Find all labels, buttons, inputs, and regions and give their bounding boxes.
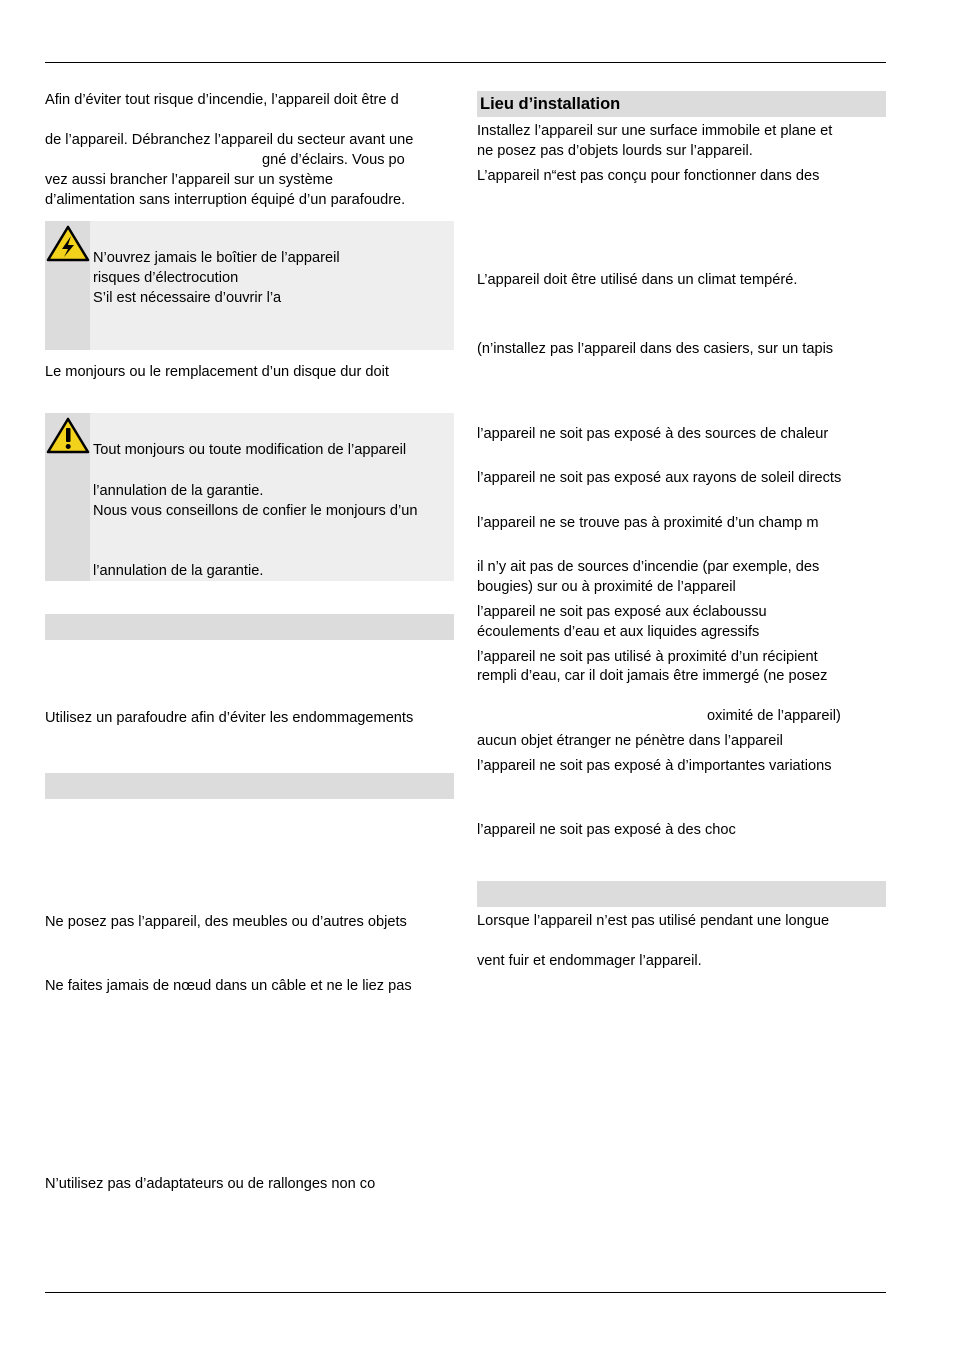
list-item: l’appareil ne soit pas utilisé à proximité d’un récipient [477,649,818,665]
list-item: il n’y ait pas de sources d’incendie (par exemple, des [477,559,820,575]
paragraph-line: de l’appareil. Débranchez l’appareil du secteur avant une [45,132,414,148]
paragraph-line: Ne posez pas l’appareil, des meubles ou d’autres objets [45,914,407,930]
paragraph-line: L’appareil doit être utilisé dans un climat tempéré. [477,272,798,288]
list-item: l’appareil ne soit pas exposé aux éclaboussu [477,604,767,620]
section-heading-bar [45,773,454,799]
top-rule [45,62,886,63]
paragraph-line: gné d’éclairs. Vous po [262,152,405,168]
paragraph-line: Lorsque l’appareil n’est pas utilisé pendant une longue [477,913,830,929]
section-heading-bar [45,614,454,640]
list-item: écoulements d’eau et aux liquides agressifs [477,624,760,640]
warning-text-line: Nous vous conseillons de confier le monjours d’un [93,503,418,519]
paragraph-line: d’alimentation sans interruption équipé d’un parafoudre. [45,192,406,208]
caution-warning-icon [46,417,90,455]
warning-text-line: S’il est nécessaire d’ouvrir l’a [93,290,282,306]
paragraph-line: Le monjours ou le remplacement d’un disque dur doit [45,364,389,380]
paragraph-line: vez aussi brancher l’appareil sur un système [45,172,333,188]
list-item: l’appareil ne soit pas exposé à des sources de chaleur [477,426,829,442]
list-item: aucun objet étranger ne pénètre dans l’appareil [477,733,783,749]
paragraph-line: Installez l’appareil sur une surface immobile et plane et [477,123,833,139]
section-heading-bar [477,881,886,907]
warning-text-line: risques d’électrocution [93,270,239,286]
list-item: l’appareil ne soit pas exposé à des choc [477,822,736,838]
bottom-rule [45,1292,886,1293]
paragraph-line: Utilisez un parafoudre afin d’éviter les endommagements [45,710,414,726]
list-item: rempli d’eau, car il doit jamais être immergé (ne posez [477,668,828,684]
paragraph-line: N’utilisez pas d’adaptateurs ou de rallonges non co [45,1176,376,1192]
list-item: l’appareil ne soit pas exposé à d’importantes variations [477,758,832,774]
warning-sidebar [45,221,90,350]
list-item: l’appareil ne soit pas exposé aux rayons de soleil directs [477,470,842,486]
paragraph-line: Afin d’éviter tout risque d’incendie, l’appareil doit être d [45,92,399,108]
warning-sidebar [45,413,90,581]
paragraph-line: vent fuir et endommager l’appareil. [477,953,702,969]
paragraph-line: L’appareil n“est pas conçu pour fonctionner dans des [477,168,820,184]
paragraph-line: ne posez pas d’objets lourds sur l’appareil. [477,143,753,159]
warning-text-line: l’annulation de la garantie. [93,483,264,499]
high-voltage-warning-icon [46,225,90,263]
list-item: oximité de l’appareil) [707,708,841,724]
paragraph-line: Ne faites jamais de nœud dans un câble et ne le liez pas [45,978,412,994]
warning-text-line: l’annulation de la garantie. [93,563,264,579]
list-item: l’appareil ne se trouve pas à proximité d’un champ m [477,515,819,531]
paragraph-line: (n’installez pas l’appareil dans des casiers, sur un tapis [477,341,834,357]
warning-text-line: Tout monjours ou toute modification de l’appareil [93,442,407,458]
section-title: Lieu d’installation [480,95,621,113]
list-item: bougies) sur ou à proximité de l’appareil [477,579,736,595]
warning-text-line: N’ouvrez jamais le boîtier de l’appareil [93,250,340,266]
